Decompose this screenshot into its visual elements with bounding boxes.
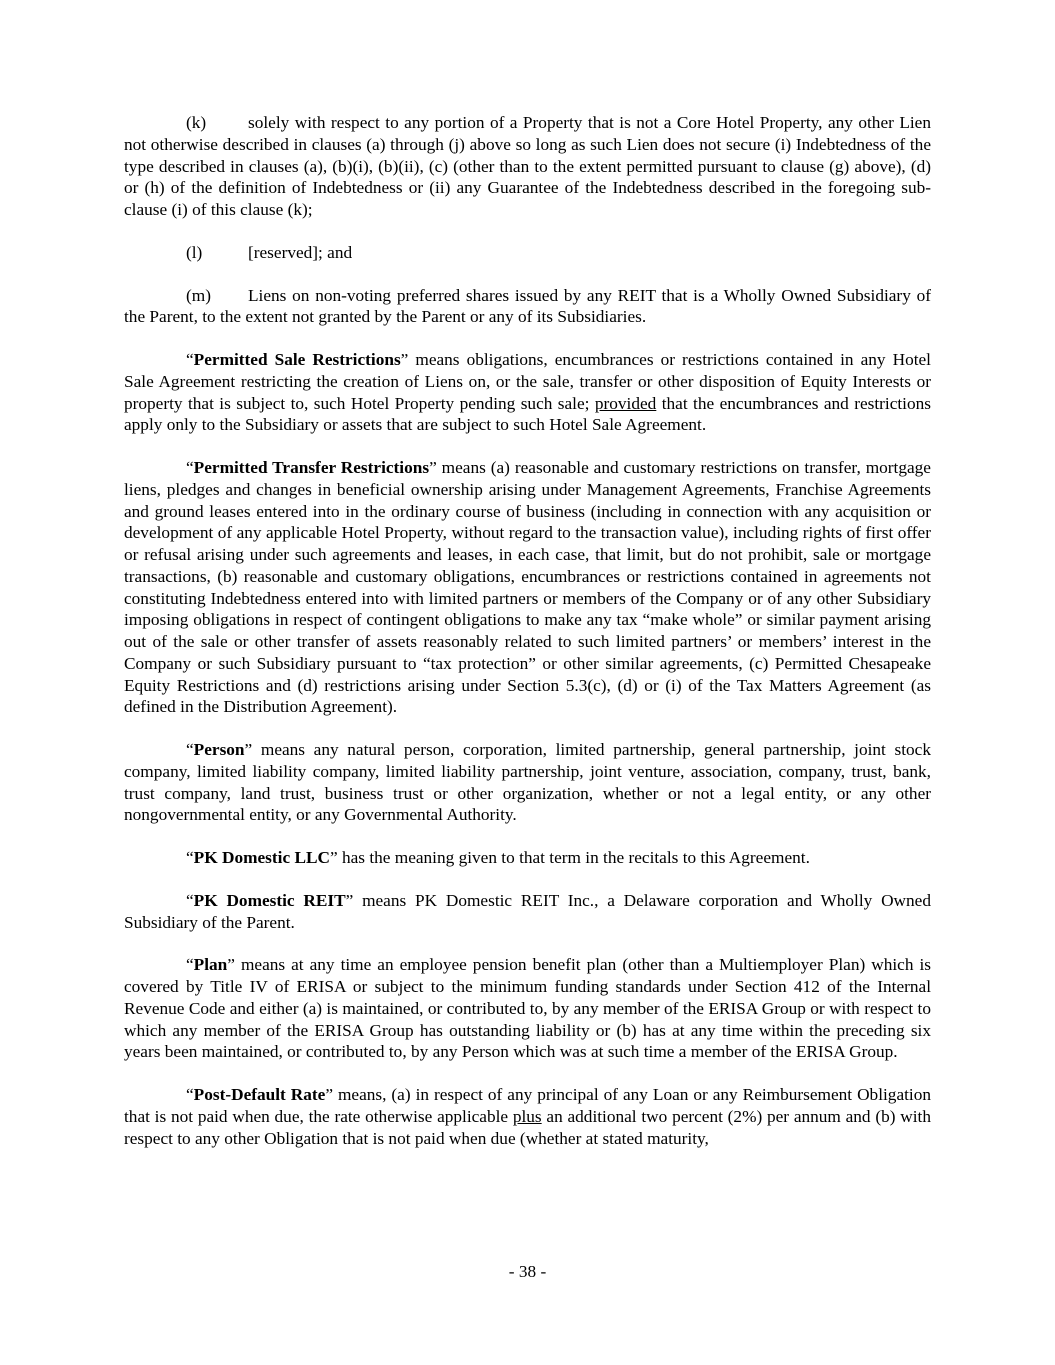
clause-text: Liens on non-voting preferred shares issued by any REIT that is a Wholly Owned Subsidiary of the Parent, to the extent not granted by the Parent or any of its Subsidiaries. xyxy=(124,285,931,327)
defined-term: Permitted Sale Restrictions xyxy=(193,350,401,369)
clause-m xyxy=(124,285,931,329)
defined-term: PK Domestic REIT xyxy=(193,890,346,910)
definition-person: “Person” means any natural person, corporation, limited partnership, general partnership, joint stock company, limited liability company, limited liability partnership, joint venture, association, company, trust, bank, trust company, land trust, business trust or other organization, whether or not a legal entity, or any other nongovernmental entity, or any Governmental Authority. xyxy=(124,740,931,825)
defined-term: Person xyxy=(193,740,245,759)
definition-post-default-rate: “Post-Default Rate” means, (a) in respect of any principal of any Loan or any Reimbursement Obligation that is not paid when due, the rate otherwise applicable plus an additional two percent (2%) per annum and (b) with respect to any other Obligation that is not paid when due (whether at stated maturity, xyxy=(124,1085,931,1148)
clause-l xyxy=(124,242,931,264)
clause-text: [reserved]; and xyxy=(248,242,353,262)
definition-pk-domestic-reit: “PK Domestic REIT” means PK Domestic REIT Inc., a Delaware corporation and Wholly Owned Subsidiary of the Parent. xyxy=(124,890,931,932)
definition-pk-domestic-llc: “PK Domestic LLC” has the meaning given to that term in the recitals to this Agreement. xyxy=(186,848,810,867)
underlined-word: provided xyxy=(594,393,657,413)
clause-label: (m) xyxy=(186,285,211,305)
clause-k xyxy=(124,112,931,221)
defined-term: Post-Default Rate xyxy=(193,1085,326,1104)
underlined-word: plus xyxy=(512,1106,542,1126)
definition-permitted-sale-restrictions: “Permitted Sale Restrictions” means obligations, encumbrances or restrictions contained in any Hotel Sale Agreement restricting the creation of Liens on, or the sale, transfer or other disposition of Equity Interests or property that is subject to, such Hotel Property pending such sale; provided that the encumbrances and restrictions apply only to the Subsidiary or assets that are subject to such Hotel Sale Agreement. xyxy=(124,350,931,435)
defined-term: PK Domestic LLC xyxy=(193,848,330,867)
page-number: - 38 - xyxy=(508,1262,547,1281)
definition-plan: “Plan” means at any time an employee pension benefit plan (other than a Multiemployer Plan) which is covered by Title IV of ERISA or subject to the minimum funding standards under Section 412 of the Internal Revenue Code and either (a) is maintained, or contributed to, by any member of the ERISA Group or with respect to which any member of the ERISA Group has outstanding liability or (b) has at any time within the preceding six years been maintained, or contributed to, by any Person which was at such time a member of the ERISA Group. xyxy=(124,955,931,1062)
document-page xyxy=(124,112,931,1170)
definition-permitted-transfer-restrictions: “Permitted Transfer Restrictions” means (a) reasonable and customary restrictions on transfer, mortgage liens, pledges and changes in beneficial ownership arising under Management Agreements, Franchise Agreements and ground leases entered into in the ordinary course of business (including in connection with any acquisition or development of any applicable Hotel Property, without regard to the transaction value), including rights of first offer or refusal arising under such agreements and leases, in each case, that limit, but do not prohibit, sale or mortgage transactions, (b) reasonable and customary obligations, encumbrances or restrictions contained in agreements not constituting Indebtedness entered into with limited partners or members of the Company or of any other Subsidiary imposing obligations in respect of contingent obligations to make any tax “make whole” or similar payment arising out of the sale or other transfer of assets reasonably related to such limited partners’ or members’ interest in the Company or such Subsidiary pursuant to “tax protection” or other similar agreements, (c) Permitted Chesapeake Equity Restrictions and (d) restrictions arising under Section 5.3(c), (d) or (i) of the Tax Matters Agreement (as defined in the Distribution Agreement). xyxy=(124,458,931,717)
clause-label: (l) xyxy=(186,242,203,262)
clause-text: solely with respect to any portion of a Property that is not a Core Hotel Property, any other Lien not otherwise described in clauses (a) through (j) above so long as such Lien does not secure (i) Indebtedness of the type described in clauses (a), (b)(i), (b)(ii), (c) (other than to the extent permitted pursuant to clause (g) above), (d) or (h) of the definition of Indebtedness or (ii) any Guarantee of the Indebtedness described in the foregoing sub-clause (i) of this clause (k); xyxy=(124,113,931,219)
clause-label: (k) xyxy=(186,113,207,132)
defined-term: Plan xyxy=(193,955,228,975)
defined-term: Permitted Transfer Restrictions xyxy=(193,458,430,477)
